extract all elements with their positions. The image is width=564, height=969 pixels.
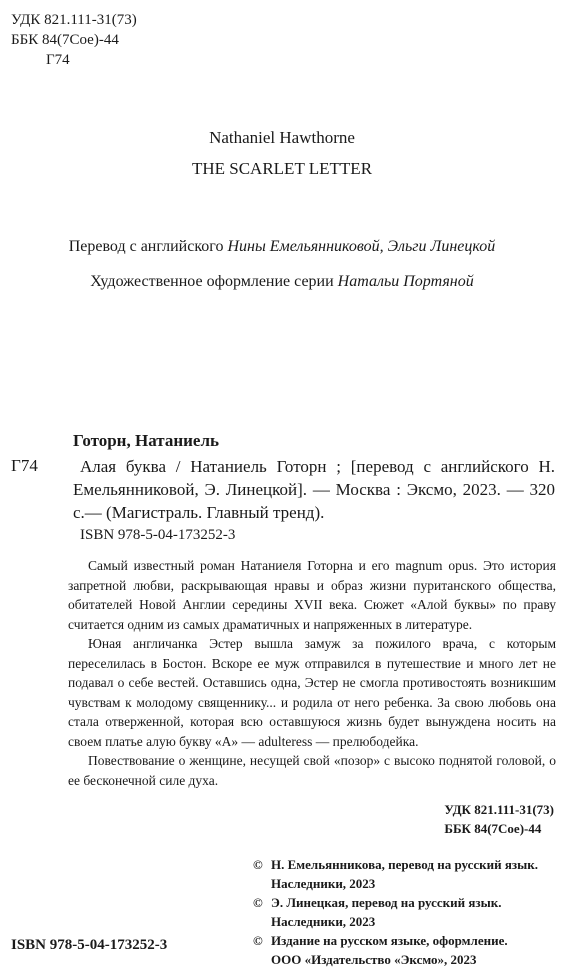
entry-author-mark: Г74 <box>11 456 38 475</box>
udk-code-right: УДК 821.111-31(73) <box>444 802 554 817</box>
original-title: THE SCARLET LETTER <box>191 159 373 178</box>
copyright-line: Наследники, 2023 <box>271 914 376 929</box>
entry-heading: Готорн, Натаниель <box>73 431 219 450</box>
copyright-line: Издание на русском языке, оформление. <box>271 933 508 948</box>
design-credit <box>0 273 564 291</box>
copyright-symbol: © <box>253 933 263 948</box>
bibliographic-description: Алая буква / Натаниель Готорн ; [перевод с английского Н. Емельянниковой, Э. Линецкой]. — Москва : Эксмо, 2023. — 320 с.— (Магистраль. Главный тренд). <box>73 457 555 522</box>
original-author: Nathaniel Hawthorne <box>209 128 355 147</box>
classification-block <box>11 10 137 70</box>
translators: Нины Емельянниковой, Эльги Линецкой <box>227 238 496 255</box>
translation-credit <box>0 238 564 256</box>
design-prefix: Художественное оформление серии <box>90 273 338 290</box>
entry-isbn: ISBN 978-5-04-173252-3 <box>80 527 236 543</box>
copyright-block <box>253 855 538 969</box>
author-mark: Г74 <box>46 52 70 68</box>
bbk-code-right: ББК 84(7Сое)-44 <box>444 821 542 836</box>
codes-right <box>444 800 554 838</box>
copyright-line: ООО «Издательство «Эксмо», 2023 <box>271 952 477 967</box>
annotation-paragraph: Юная англичанка Эстер вышла замуж за пожилого врача, с которым переселилась в Бостон. Вскоре ее муж отправился в путешествие и много лет не подавал о себе вестей. Оставшись одна, Эстер не смогла противостоять возникшим чувствам к молодому священнику... и родила от него ребенка. За свою любовь она стала отверженной, которая всю оставшуюся жизнь будет вынуждена носить на своем платье алую букву «А» — adulteress — прелюбодейка. <box>68 636 556 749</box>
bbk-code: ББК 84(7Сое)-44 <box>11 32 119 48</box>
translation-prefix: Перевод с английского <box>68 238 228 255</box>
udk-code: УДК 821.111-31(73) <box>11 12 137 28</box>
copyright-symbol: © <box>253 895 263 910</box>
annotation <box>68 556 556 790</box>
copyright-line: Н. Емельянникова, перевод на русский язык. <box>271 857 539 872</box>
annotation-paragraph: Повествование о женщине, несущей свой «позор» с высоко поднятой головой, о ее бесконечной силе духа. <box>68 753 556 788</box>
copyright-line: Наследники, 2023 <box>271 876 376 891</box>
designer: Натальи Портяной <box>337 273 474 290</box>
isbn-bottom: ISBN 978-5-04-173252-3 <box>11 937 168 953</box>
annotation-paragraph: Самый известный роман Натаниеля Готорна и его magnum opus. Это история запретной любви, раскрывающая нравы и образ жизни пуританского общества, обитателей Новой Англии середины XVII века. Сюжет «Алой буквы» по праву считается одним из самых драматичных и напряженных в литературе. <box>68 558 556 632</box>
copyright-symbol: © <box>253 857 263 872</box>
copyright-line: Э. Линецкая, перевод на русский язык. <box>271 895 502 910</box>
